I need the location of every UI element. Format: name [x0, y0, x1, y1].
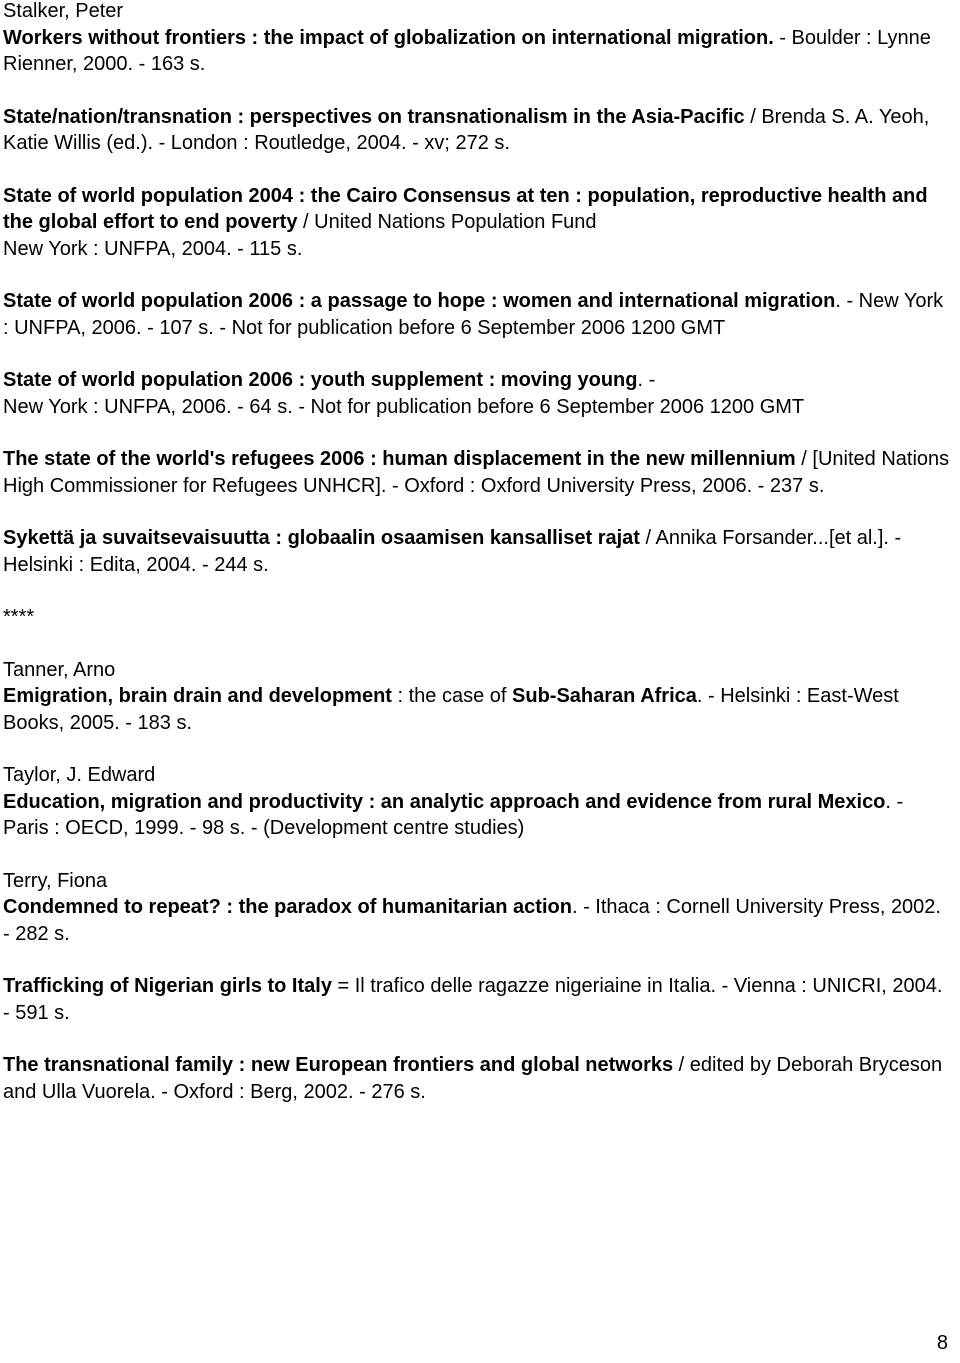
entry-details: / edited by Deborah Bryceson and Ulla Vuorela. - Oxford : Berg, 2002. - 276 s. [3, 1054, 943, 1103]
section-separator [3, 604, 953, 631]
entry-title-part: Sub-Saharan Africa [512, 685, 697, 707]
page-number: 8 [936, 1332, 948, 1354]
entry-details: . - [637, 369, 656, 391]
bibliography-page [3, 0, 953, 1105]
bibliography-entry [3, 868, 953, 948]
entry-details: / Brenda S. A. Yeoh, Katie Willis (ed.). - London : Routledge, 2004. - xv; 272 s. [3, 105, 930, 154]
entry-title: The state of the world's refugees 2006 : human displacement in the new millennium [3, 448, 796, 470]
entry-details: = Il trafico delle ragazze nigeriaine in Italia. - Vienna : UNICRI, 2004. - 591 s. [3, 975, 943, 1024]
entry-title: Sykettä ja suvaitsevaisuutta : globaalin osaamisen kansalliset rajat [3, 527, 640, 549]
entry-details: / United Nations Population Fund [297, 211, 597, 233]
entry-title: State of world population 2006 : youth supplement : moving young [3, 369, 638, 391]
entry-details: . - Helsinki : East-West Books, 2005. - 183 s. [3, 685, 899, 734]
entry-details: . - Ithaca : Cornell University Press, 2002. - 282 s. [3, 896, 941, 945]
entry-details: / Annika Forsander...[et al.]. - Helsinki : Edita, 2004. - 244 s. [3, 527, 902, 576]
entry-author: Taylor, J. Edward [3, 764, 156, 786]
entry-title: Workers without frontiers : the impact of globalization on international migration. [3, 26, 774, 49]
entry-details: - Boulder : Lynne Rienner, 2000. - 163 s. [3, 26, 931, 75]
entry-title: The transnational family : new European frontiers and global networks [3, 1054, 674, 1076]
bibliography-entry [3, 762, 953, 842]
bibliography-entry [3, 1052, 953, 1105]
bibliography-entry [3, 973, 953, 1026]
separator-text: **** [3, 606, 35, 628]
bibliography-entry [3, 288, 953, 341]
bibliography-entry [3, 183, 953, 263]
entry-author: Terry, Fiona [3, 869, 108, 892]
entry-title: Emigration, brain drain and development [3, 685, 392, 707]
entry-author: Tanner, Arno [3, 658, 116, 681]
entry-publication: New York : UNFPA, 2006. - 64 s. - Not for publication before 6 September 2006 1200 GMT [3, 395, 805, 418]
bibliography-entry [3, 0, 953, 78]
entry-author: Stalker, Peter [3, 0, 124, 22]
entry-subtitle: : the case of [391, 685, 513, 707]
bibliography-entry [3, 446, 953, 499]
entry-title: State of world population 2006 : a passage to hope : women and international migration [3, 290, 836, 312]
bibliography-entry [3, 367, 953, 420]
entry-publication: New York : UNFPA, 2004. - 115 s. [3, 237, 303, 260]
bibliography-entry [3, 525, 953, 578]
entry-title: Trafficking of Nigerian girls to Italy [3, 975, 332, 997]
bibliography-entry [3, 104, 953, 157]
entry-title: Education, migration and productivity : an analytic approach and evidence from rural Mexico [3, 790, 886, 813]
entry-title: State/nation/transnation : perspectives on transnationalism in the Asia-Pacific [3, 105, 745, 128]
entry-details: / [United Nations High Commissioner for Refugees UNHCR]. - Oxford : Oxford University Press, 2006. - 237 s. [3, 448, 950, 497]
entry-details: . - Paris : OECD, 1999. - 98 s. - (Development centre studies) [3, 790, 904, 839]
entry-title: Condemned to repeat? : the paradox of humanitarian action [3, 896, 572, 918]
entry-details: . - New York : UNFPA, 2006. - 107 s. - Not for publication before 6 September 2006 1200 GMT [3, 290, 944, 339]
entry-title: State of world population 2004 : the Cairo Consensus at ten : population, reproductive health and the global effort to end poverty [3, 184, 928, 233]
bibliography-entry [3, 657, 953, 737]
